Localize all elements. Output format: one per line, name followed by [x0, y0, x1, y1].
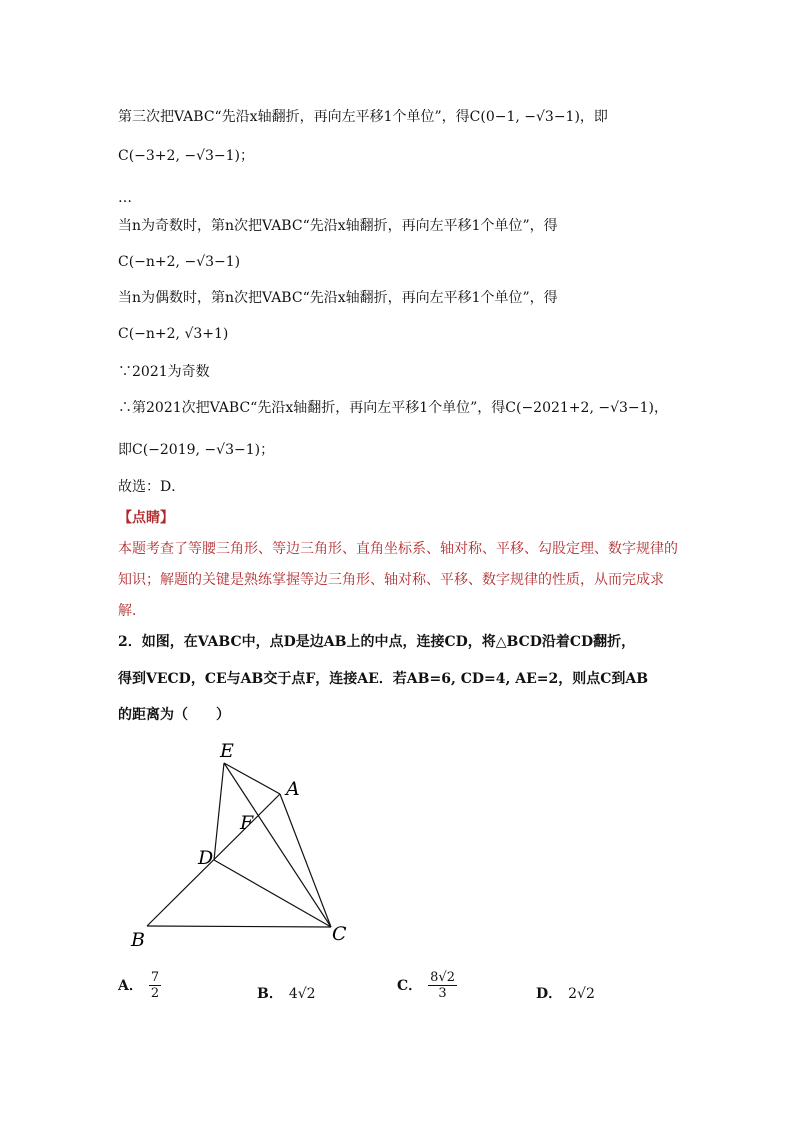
solution-line-8: ∴第2021次把VABC“先沿x轴翻折，再向左平移1个单位”，得C(−2021+2, −√3−1)，	[118, 400, 669, 416]
solution-line-2: C(−3+2, −√3−1)；	[118, 148, 255, 164]
option-c-fraction: $\frac{8√2}{3}$	[430, 970, 455, 1001]
option-b[interactable]: B． 4√2	[257, 986, 316, 1002]
option-b-value: 4√2	[288, 986, 316, 1002]
label-C: C	[332, 923, 347, 945]
solution-line-5: 当n为偶数时，第n次把VABC“先沿x轴翻折，再向左平移1个单位”，得	[118, 290, 558, 306]
segment-AC	[280, 794, 331, 927]
label-F: F	[240, 812, 254, 834]
comment-line-3: 解．	[118, 603, 146, 619]
segment-EA	[224, 763, 280, 794]
segment-DE	[214, 763, 224, 860]
option-d-value: 2√2	[568, 986, 595, 1002]
segment-BC	[147, 926, 331, 927]
question-line-3: 的距离为（ ）	[118, 707, 230, 723]
solution-line-10: 故选：D．	[118, 479, 186, 495]
label-B: B	[131, 929, 145, 951]
segment-EC	[224, 763, 331, 927]
question-line-2: 得到VECD，CE与AB交于点F，连接AE．若AB=6, CD=4, AE=2，则点C到AB	[118, 671, 649, 687]
label-A: A	[286, 778, 300, 800]
label-D: D	[198, 847, 214, 869]
option-a[interactable]: A． $\frac{7}{2}$	[118, 970, 160, 1001]
option-a-fraction: $\frac{7}{2}$	[150, 970, 160, 1001]
solution-line-4: C(−n+2, −√3−1)	[118, 254, 241, 270]
solution-line-7: ∵2021为奇数	[118, 364, 210, 380]
comment-line-2: 知识；解题的关键是熟练掌握等边三角形、轴对称、平移、数字规律的性质，从而完成求	[118, 572, 664, 588]
question-line-1: 2．如图，在VABC中，点D是边AB上的中点，连接CD，将△BCD沿着CD翻折，	[118, 634, 636, 650]
segment-BA	[147, 794, 280, 926]
comment-line-1: 本题考查了等腰三角形、等边三角形、直角坐标系、轴对称、平移、勾股定理、数字规律的	[118, 541, 678, 557]
option-c[interactable]: C． $\frac{8√2}{3}$	[397, 970, 455, 1001]
comment-heading: 【点睛】	[118, 510, 174, 526]
solution-line-6: C(−n+2, √3+1)	[118, 326, 229, 342]
label-E: E	[220, 740, 234, 762]
solution-line-1: 第三次把VABC“先沿x轴翻折，再向左平移1个单位”，得C(0−1, −√3−1)，即	[118, 109, 608, 125]
solution-line-3: 当n为奇数时，第n次把VABC“先沿x轴翻折，再向左平移1个单位”，得	[118, 218, 558, 234]
option-d[interactable]: D． 2√2	[536, 986, 595, 1002]
solution-ellipsis: …	[118, 190, 132, 206]
segment-DC	[214, 860, 331, 927]
solution-line-9: 即C(−2019, −√3−1)；	[118, 442, 275, 458]
